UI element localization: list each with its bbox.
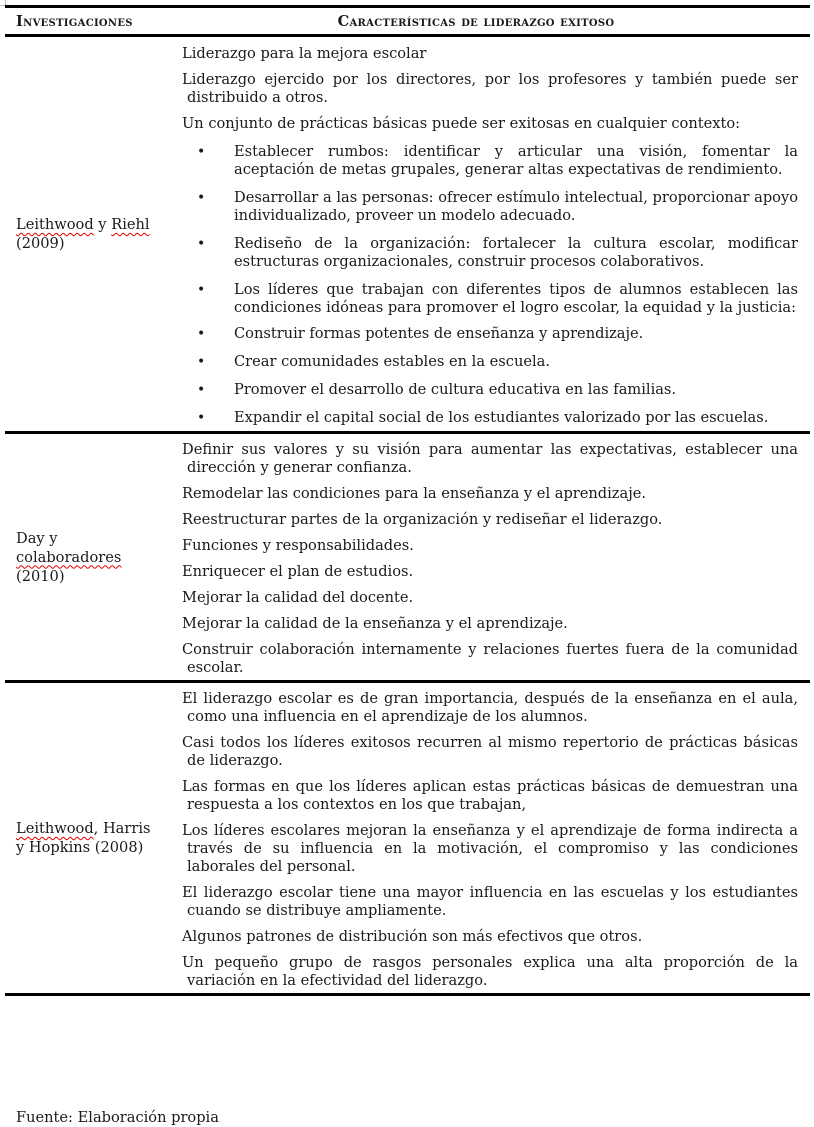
list-item: El liderazgo escolar es de gran importancia, después de la enseñanza en el aula, como una influencia en el aprendizaje de los alumnos.: [182, 690, 798, 725]
author-name: Day y: [16, 529, 58, 547]
author-year: y Hopkins (2008): [16, 839, 144, 856]
list-item: Construir colaboración internamente y relaciones fuertes fuera de la comunidad escolar.: [182, 641, 798, 676]
content-cell: [182, 433, 810, 682]
bullet-icon: •: [197, 354, 206, 370]
bullet-item: • Crear comunidades estables en la escuela.: [197, 353, 550, 370]
bullet-item: • Construir formas potentes de enseñanza y aprendizaje.: [197, 325, 644, 342]
bullet-icon: •: [197, 190, 206, 206]
bullet-item: • Desarrollar a las personas: ofrecer estímulo intelectual, proporcionar apoyo individualizado, proveer un modelo adecuado.: [197, 189, 798, 224]
list-item: Las formas en que los líderes aplican estas prácticas básicas de demuestran una respuesta a los contextos en los que trabajan,: [182, 778, 798, 813]
table-source-note: Fuente: Elaboración propia: [16, 1109, 219, 1126]
table-header-row: [5, 7, 810, 36]
list-item: Enriquecer el plan de estudios.: [182, 563, 414, 580]
bullet-icon: •: [197, 236, 206, 252]
list-item: Funciones y responsabilidades.: [182, 537, 414, 554]
bullet-icon: •: [197, 282, 206, 298]
list-item: Remodelar las condiciones para la enseñanza y el aprendizaje.: [182, 485, 646, 502]
bullet-icon: •: [197, 382, 206, 398]
bullet-item: • Establecer rumbos: identificar y articular una visión, fomentar la aceptación de metas grupales, generar altas expectativas de rendimiento.: [197, 143, 798, 178]
table-row-day-colaboradores: [5, 433, 810, 682]
author-cell: Leithwood, Harris y Hopkins (2008): [5, 682, 182, 995]
list-item: Un conjunto de prácticas básicas puede ser exitosas en cualquier contexto:: [182, 115, 741, 132]
bullet-item: • Promover el desarrollo de cultura educativa en las familias.: [197, 381, 677, 398]
author-year: (2010): [16, 567, 65, 585]
list-item: Algunos patrones de distribución son más efectivos que otros.: [182, 928, 643, 945]
bullet-item: • Rediseño de la organización: fortalecer la cultura escolar, modificar estructuras organizacionales, construir procesos colaborativos.: [197, 235, 798, 270]
list-item: Liderazgo ejercido por los directores, por los profesores y también puede ser distribuido a otros.: [182, 71, 798, 106]
list-item: Mejorar la calidad del docente.: [182, 589, 414, 606]
author-name: colaboradores: [16, 548, 122, 566]
content-cell: [182, 682, 810, 995]
author-year: (2009): [16, 235, 65, 252]
bullet-icon: •: [197, 144, 206, 160]
author-cell: Leithwood y Riehl (2009): [5, 36, 182, 433]
bullet-item: • Los líderes que trabajan con diferentes tipos de alumnos establecen las condiciones idóneas para promover el logro escolar, la equidad y la justicia:: [197, 281, 798, 316]
list-item: Definir sus valores y su visión para aumentar las expectativas, establecer una dirección y generar confianza.: [182, 441, 798, 476]
author-name: Leithwood: [16, 216, 94, 233]
list-item: Reestructurar partes de la organización y rediseñar el liderazgo.: [182, 511, 663, 528]
author-cell: [5, 433, 182, 682]
header-caracteristicas: Características de liderazgo exitoso: [182, 7, 810, 36]
author-name: Riehl: [111, 216, 150, 233]
bullet-icon: •: [197, 326, 206, 342]
bullet-item: • Expandir el capital social de los estudiantes valorizado por las escuelas.: [197, 409, 769, 426]
bullet-icon: •: [197, 410, 206, 426]
table-row-leithwood-harris-hopkins: [5, 682, 810, 995]
list-item: El liderazgo escolar tiene una mayor influencia en las escuelas y los estudiantes cuando se distribuye ampliamente.: [182, 884, 798, 919]
list-item: Liderazgo para la mejora escolar: [182, 45, 427, 62]
header-investigaciones: Investigaciones: [5, 7, 182, 36]
list-item: Un pequeño grupo de rasgos personales explica una alta proporción de la variación en la efectividad del liderazgo.: [182, 954, 798, 989]
list-item: Los líderes escolares mejoran la enseñanza y el aprendizaje de forma indirecta a través de su influencia en la motivación, el compromiso y las condiciones laborales del personal.: [182, 822, 798, 875]
list-item: Mejorar la calidad de la enseñanza y el aprendizaje.: [182, 615, 568, 632]
list-item: Casi todos los líderes exitosos recurren al mismo repertorio de prácticas básicas de liderazgo.: [182, 734, 798, 769]
leadership-table: [5, 5, 810, 996]
content-cell: [182, 36, 810, 433]
table-row-leithwood-riehl: [5, 36, 810, 433]
author-name: Leithwood: [16, 820, 94, 837]
